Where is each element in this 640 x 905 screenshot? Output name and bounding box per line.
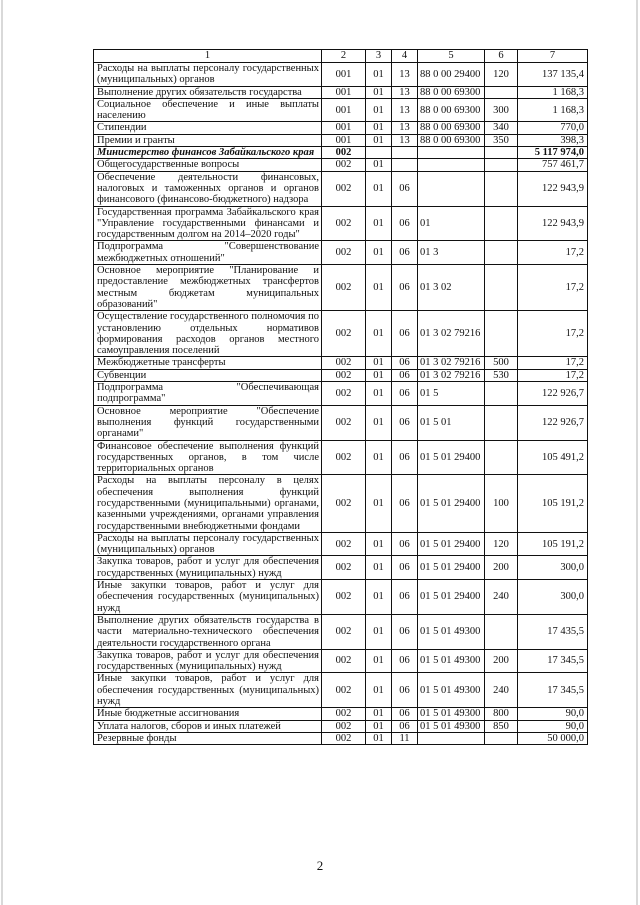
expense-type-cell [485, 311, 518, 357]
target-item-cell [418, 159, 485, 171]
subsection-cell: 06 [392, 369, 418, 381]
target-item-cell: 88 0 00 69300 [418, 134, 485, 146]
expense-type-cell: 850 [485, 720, 518, 732]
section-cell: 01 [366, 580, 392, 615]
amount-cell: 5 117 974,0 [518, 147, 588, 159]
subsection-cell: 06 [392, 475, 418, 532]
ministry-code-cell: 002 [322, 405, 366, 440]
target-item-cell [418, 171, 485, 206]
row-name-cell: Подпрограмма "Совершенствование межбюджетных отношений" [94, 241, 322, 265]
amount-cell: 122 926,7 [518, 405, 588, 440]
row-name-cell: Уплата налогов, сборов и иных платежей [94, 720, 322, 732]
target-item-cell: 01 5 01 29400 [418, 475, 485, 532]
table-row [94, 357, 588, 369]
table-header-row [94, 50, 588, 63]
ministry-code-cell: 002 [322, 206, 366, 241]
subsection-cell: 13 [392, 86, 418, 98]
ministry-code-cell: 002 [322, 159, 366, 171]
amount-cell: 17 435,5 [518, 614, 588, 649]
row-name-cell: Иные закупки товаров, работ и услуг для обеспечения государственных (муниципальных) нужд [94, 580, 322, 615]
ministry-code-cell: 001 [322, 63, 366, 87]
row-name-cell: Иные закупки товаров, работ и услуг для обеспечения государственных (муниципальных) нужд [94, 673, 322, 708]
amount-cell: 90,0 [518, 708, 588, 720]
amount-cell: 17 345,5 [518, 673, 588, 708]
target-item-cell: 01 [418, 206, 485, 241]
ministry-code-cell: 002 [322, 357, 366, 369]
expense-type-cell: 120 [485, 63, 518, 87]
target-item-cell: 01 3 02 [418, 265, 485, 311]
section-cell: 01 [366, 532, 392, 556]
subsection-cell: 11 [392, 732, 418, 744]
table-row [94, 708, 588, 720]
ministry-code-cell: 002 [322, 732, 366, 744]
row-name-cell: Выполнение других обязательств государства в части материально-технического обеспечения деятельности государственного органа [94, 614, 322, 649]
amount-cell: 105 191,2 [518, 532, 588, 556]
amount-cell: 17,2 [518, 369, 588, 381]
row-name-cell: Государственная программа Забайкальского края "Управление государственными финансами и государственным долгом на 2014–2020 годы" [94, 206, 322, 241]
table-row [94, 440, 588, 475]
table-row [94, 206, 588, 241]
ministry-code-cell: 002 [322, 475, 366, 532]
target-item-cell: 01 3 [418, 241, 485, 265]
expense-type-cell [485, 405, 518, 440]
column-header: 7 [518, 50, 588, 63]
subsection-cell: 06 [392, 673, 418, 708]
row-name-cell: Выполнение других обязательств государства [94, 86, 322, 98]
amount-cell: 122 926,7 [518, 382, 588, 406]
expense-type-cell: 300 [485, 98, 518, 122]
amount-cell: 17,2 [518, 241, 588, 265]
subsection-cell: 06 [392, 357, 418, 369]
expense-type-cell: 120 [485, 532, 518, 556]
target-item-cell: 88 0 00 69300 [418, 86, 485, 98]
section-cell: 01 [366, 673, 392, 708]
section-cell: 01 [366, 98, 392, 122]
row-name-cell: Закупка товаров, работ и услуг для обеспечения государственных (муниципальных) нужд [94, 649, 322, 673]
row-name-cell: Стипендии [94, 122, 322, 134]
subsection-cell: 06 [392, 311, 418, 357]
subsection-cell: 13 [392, 98, 418, 122]
row-name-cell: Расходы на выплаты персоналу государственных (муниципальных) органов [94, 63, 322, 87]
column-header: 5 [418, 50, 485, 63]
subsection-cell: 06 [392, 720, 418, 732]
row-name-cell: Социальное обеспечение и иные выплаты населению [94, 98, 322, 122]
subsection-cell: 06 [392, 440, 418, 475]
amount-cell: 17,2 [518, 357, 588, 369]
amount-cell: 300,0 [518, 556, 588, 580]
section-cell: 01 [366, 369, 392, 381]
target-item-cell: 01 5 01 49300 [418, 708, 485, 720]
section-cell: 01 [366, 475, 392, 532]
table-row [94, 171, 588, 206]
row-name-cell: Закупка товаров, работ и услуг для обеспечения государственных (муниципальных) нужд [94, 556, 322, 580]
subsection-cell: 06 [392, 265, 418, 311]
section-cell: 01 [366, 720, 392, 732]
amount-cell: 50 000,0 [518, 732, 588, 744]
table-row [94, 580, 588, 615]
table-row [94, 63, 588, 87]
subsection-cell: 06 [392, 649, 418, 673]
expense-type-cell [485, 382, 518, 406]
row-name-cell: Иные бюджетные ассигнования [94, 708, 322, 720]
section-cell: 01 [366, 159, 392, 171]
section-cell: 01 [366, 440, 392, 475]
subsection-cell: 06 [392, 614, 418, 649]
table-row [94, 86, 588, 98]
expense-type-cell: 350 [485, 134, 518, 146]
table-row [94, 532, 588, 556]
subsection-cell: 13 [392, 134, 418, 146]
target-item-cell: 01 5 01 29400 [418, 556, 485, 580]
table-row [94, 614, 588, 649]
table-row [94, 147, 588, 159]
row-name-cell: Резервные фонды [94, 732, 322, 744]
section-cell: 01 [366, 357, 392, 369]
table-row [94, 122, 588, 134]
ministry-code-cell: 002 [322, 171, 366, 206]
section-cell: 01 [366, 405, 392, 440]
section-cell: 01 [366, 265, 392, 311]
section-cell: 01 [366, 86, 392, 98]
section-cell: 01 [366, 122, 392, 134]
ministry-code-cell: 002 [322, 580, 366, 615]
row-name-cell: Расходы на выплаты персоналу в целях обеспечения выполнения функций государственными (муниципальными) органами, казенными учреждениями, органами управления государственными внебюджетными фондами [94, 475, 322, 532]
row-name-cell: Обеспечение деятельности финансовых, налоговых и таможенных органов и органов финансового (финансово-бюджетного) надзора [94, 171, 322, 206]
ministry-code-cell: 002 [322, 440, 366, 475]
target-item-cell [418, 732, 485, 744]
expense-type-cell [485, 265, 518, 311]
row-name-cell: Премии и гранты [94, 134, 322, 146]
table-row [94, 311, 588, 357]
table-row [94, 265, 588, 311]
target-item-cell [418, 147, 485, 159]
expense-type-cell [485, 171, 518, 206]
row-name-cell: Осуществление государственного полномочия по установлению отдельных нормативов формирования расходов органов местного самоуправления поселений [94, 311, 322, 357]
table-row [94, 649, 588, 673]
amount-cell: 122 943,9 [518, 171, 588, 206]
ministry-code-cell: 002 [322, 147, 366, 159]
section-cell: 01 [366, 134, 392, 146]
target-item-cell: 01 5 01 49300 [418, 614, 485, 649]
amount-cell: 105 191,2 [518, 475, 588, 532]
target-item-cell: 01 5 01 [418, 405, 485, 440]
ministry-code-cell: 002 [322, 382, 366, 406]
expense-type-cell [485, 440, 518, 475]
subsection-cell: 06 [392, 382, 418, 406]
amount-cell: 17,2 [518, 311, 588, 357]
amount-cell: 300,0 [518, 580, 588, 615]
column-header: 6 [485, 50, 518, 63]
expense-type-cell: 340 [485, 122, 518, 134]
table-row [94, 673, 588, 708]
ministry-code-cell: 002 [322, 369, 366, 381]
amount-cell: 398,3 [518, 134, 588, 146]
table-row [94, 732, 588, 744]
section-cell: 01 [366, 382, 392, 406]
ministry-code-cell: 002 [322, 241, 366, 265]
table-row [94, 556, 588, 580]
ministry-code-cell: 002 [322, 673, 366, 708]
subsection-cell [392, 159, 418, 171]
amount-cell: 137 135,4 [518, 63, 588, 87]
expense-type-cell: 200 [485, 556, 518, 580]
row-name-cell: Основное мероприятие "Обеспечение выполнения функций государственными органами" [94, 405, 322, 440]
ministry-code-cell: 001 [322, 134, 366, 146]
expense-type-cell [485, 206, 518, 241]
amount-cell: 770,0 [518, 122, 588, 134]
ministry-code-cell: 001 [322, 122, 366, 134]
section-cell: 01 [366, 708, 392, 720]
expense-type-cell [485, 159, 518, 171]
section-cell [366, 147, 392, 159]
scan-right-edge [636, 0, 638, 905]
row-name-cell: Финансовое обеспечение выполнения функций государственных органов, в том числе территориальных органов [94, 440, 322, 475]
target-item-cell: 01 5 01 29400 [418, 532, 485, 556]
section-cell: 01 [366, 732, 392, 744]
ministry-code-cell: 002 [322, 532, 366, 556]
ministry-code-cell: 002 [322, 311, 366, 357]
section-cell: 01 [366, 63, 392, 87]
table-row [94, 369, 588, 381]
expense-type-cell [485, 614, 518, 649]
target-item-cell: 88 0 00 29400 [418, 63, 485, 87]
subsection-cell: 06 [392, 171, 418, 206]
subsection-cell: 06 [392, 532, 418, 556]
scan-left-edge [1, 0, 3, 905]
section-cell: 01 [366, 556, 392, 580]
expense-type-cell [485, 86, 518, 98]
target-item-cell: 01 5 01 29400 [418, 440, 485, 475]
row-name-cell: Субвенции [94, 369, 322, 381]
section-cell: 01 [366, 206, 392, 241]
target-item-cell: 01 5 01 49300 [418, 649, 485, 673]
budget-table [93, 49, 588, 745]
table-row [94, 159, 588, 171]
section-cell: 01 [366, 241, 392, 265]
subsection-cell: 13 [392, 122, 418, 134]
section-cell: 01 [366, 649, 392, 673]
amount-cell: 17,2 [518, 265, 588, 311]
row-name-cell: Общегосударственные вопросы [94, 159, 322, 171]
expense-type-cell [485, 147, 518, 159]
row-name-cell: Министерство финансов Забайкальского края [94, 147, 322, 159]
amount-cell: 757 461,7 [518, 159, 588, 171]
ministry-code-cell: 001 [322, 86, 366, 98]
ministry-code-cell: 002 [322, 614, 366, 649]
ministry-code-cell: 001 [322, 98, 366, 122]
target-item-cell: 01 5 01 49300 [418, 673, 485, 708]
subsection-cell: 06 [392, 206, 418, 241]
amount-cell: 90,0 [518, 720, 588, 732]
ministry-code-cell: 002 [322, 708, 366, 720]
row-name-cell: Расходы на выплаты персоналу государственных (муниципальных) органов [94, 532, 322, 556]
amount-cell: 122 943,9 [518, 206, 588, 241]
target-item-cell: 01 5 01 29400 [418, 580, 485, 615]
ministry-code-cell: 002 [322, 649, 366, 673]
table-row [94, 720, 588, 732]
subsection-cell: 06 [392, 405, 418, 440]
page-number: 2 [316, 858, 324, 873]
target-item-cell: 88 0 00 69300 [418, 122, 485, 134]
expense-type-cell [485, 732, 518, 744]
section-cell: 01 [366, 171, 392, 206]
ministry-code-cell: 002 [322, 556, 366, 580]
table-row [94, 98, 588, 122]
amount-cell: 105 491,2 [518, 440, 588, 475]
column-header: 2 [322, 50, 366, 63]
row-name-cell: Основное мероприятие "Планирование и предоставление межбюджетных трансфертов местным бюджетам муниципальных образований" [94, 265, 322, 311]
target-item-cell: 01 3 02 79216 [418, 357, 485, 369]
subsection-cell [392, 147, 418, 159]
column-header: 3 [366, 50, 392, 63]
expense-type-cell: 200 [485, 649, 518, 673]
expense-type-cell: 100 [485, 475, 518, 532]
target-item-cell: 01 5 [418, 382, 485, 406]
target-item-cell: 01 3 02 79216 [418, 311, 485, 357]
table-row [94, 241, 588, 265]
ministry-code-cell: 002 [322, 720, 366, 732]
expense-type-cell: 500 [485, 357, 518, 369]
subsection-cell: 06 [392, 241, 418, 265]
subsection-cell: 06 [392, 580, 418, 615]
expense-type-cell: 530 [485, 369, 518, 381]
table-row [94, 382, 588, 406]
subsection-cell: 13 [392, 63, 418, 87]
amount-cell: 1 168,3 [518, 98, 588, 122]
subsection-cell: 06 [392, 708, 418, 720]
target-item-cell: 88 0 00 69300 [418, 98, 485, 122]
target-item-cell: 01 3 02 79216 [418, 369, 485, 381]
section-cell: 01 [366, 614, 392, 649]
ministry-code-cell: 002 [322, 265, 366, 311]
table-row [94, 134, 588, 146]
table-row [94, 475, 588, 532]
column-header: 4 [392, 50, 418, 63]
expense-type-cell [485, 241, 518, 265]
expense-type-cell: 240 [485, 673, 518, 708]
section-cell: 01 [366, 311, 392, 357]
column-header: 1 [94, 50, 322, 63]
row-name-cell: Межбюджетные трансферты [94, 357, 322, 369]
subsection-cell: 06 [392, 556, 418, 580]
expense-type-cell: 240 [485, 580, 518, 615]
amount-cell: 17 345,5 [518, 649, 588, 673]
row-name-cell: Подпрограмма "Обеспечивающая подпрограмма" [94, 382, 322, 406]
table-row [94, 405, 588, 440]
expense-type-cell: 800 [485, 708, 518, 720]
amount-cell: 1 168,3 [518, 86, 588, 98]
target-item-cell: 01 5 01 49300 [418, 720, 485, 732]
